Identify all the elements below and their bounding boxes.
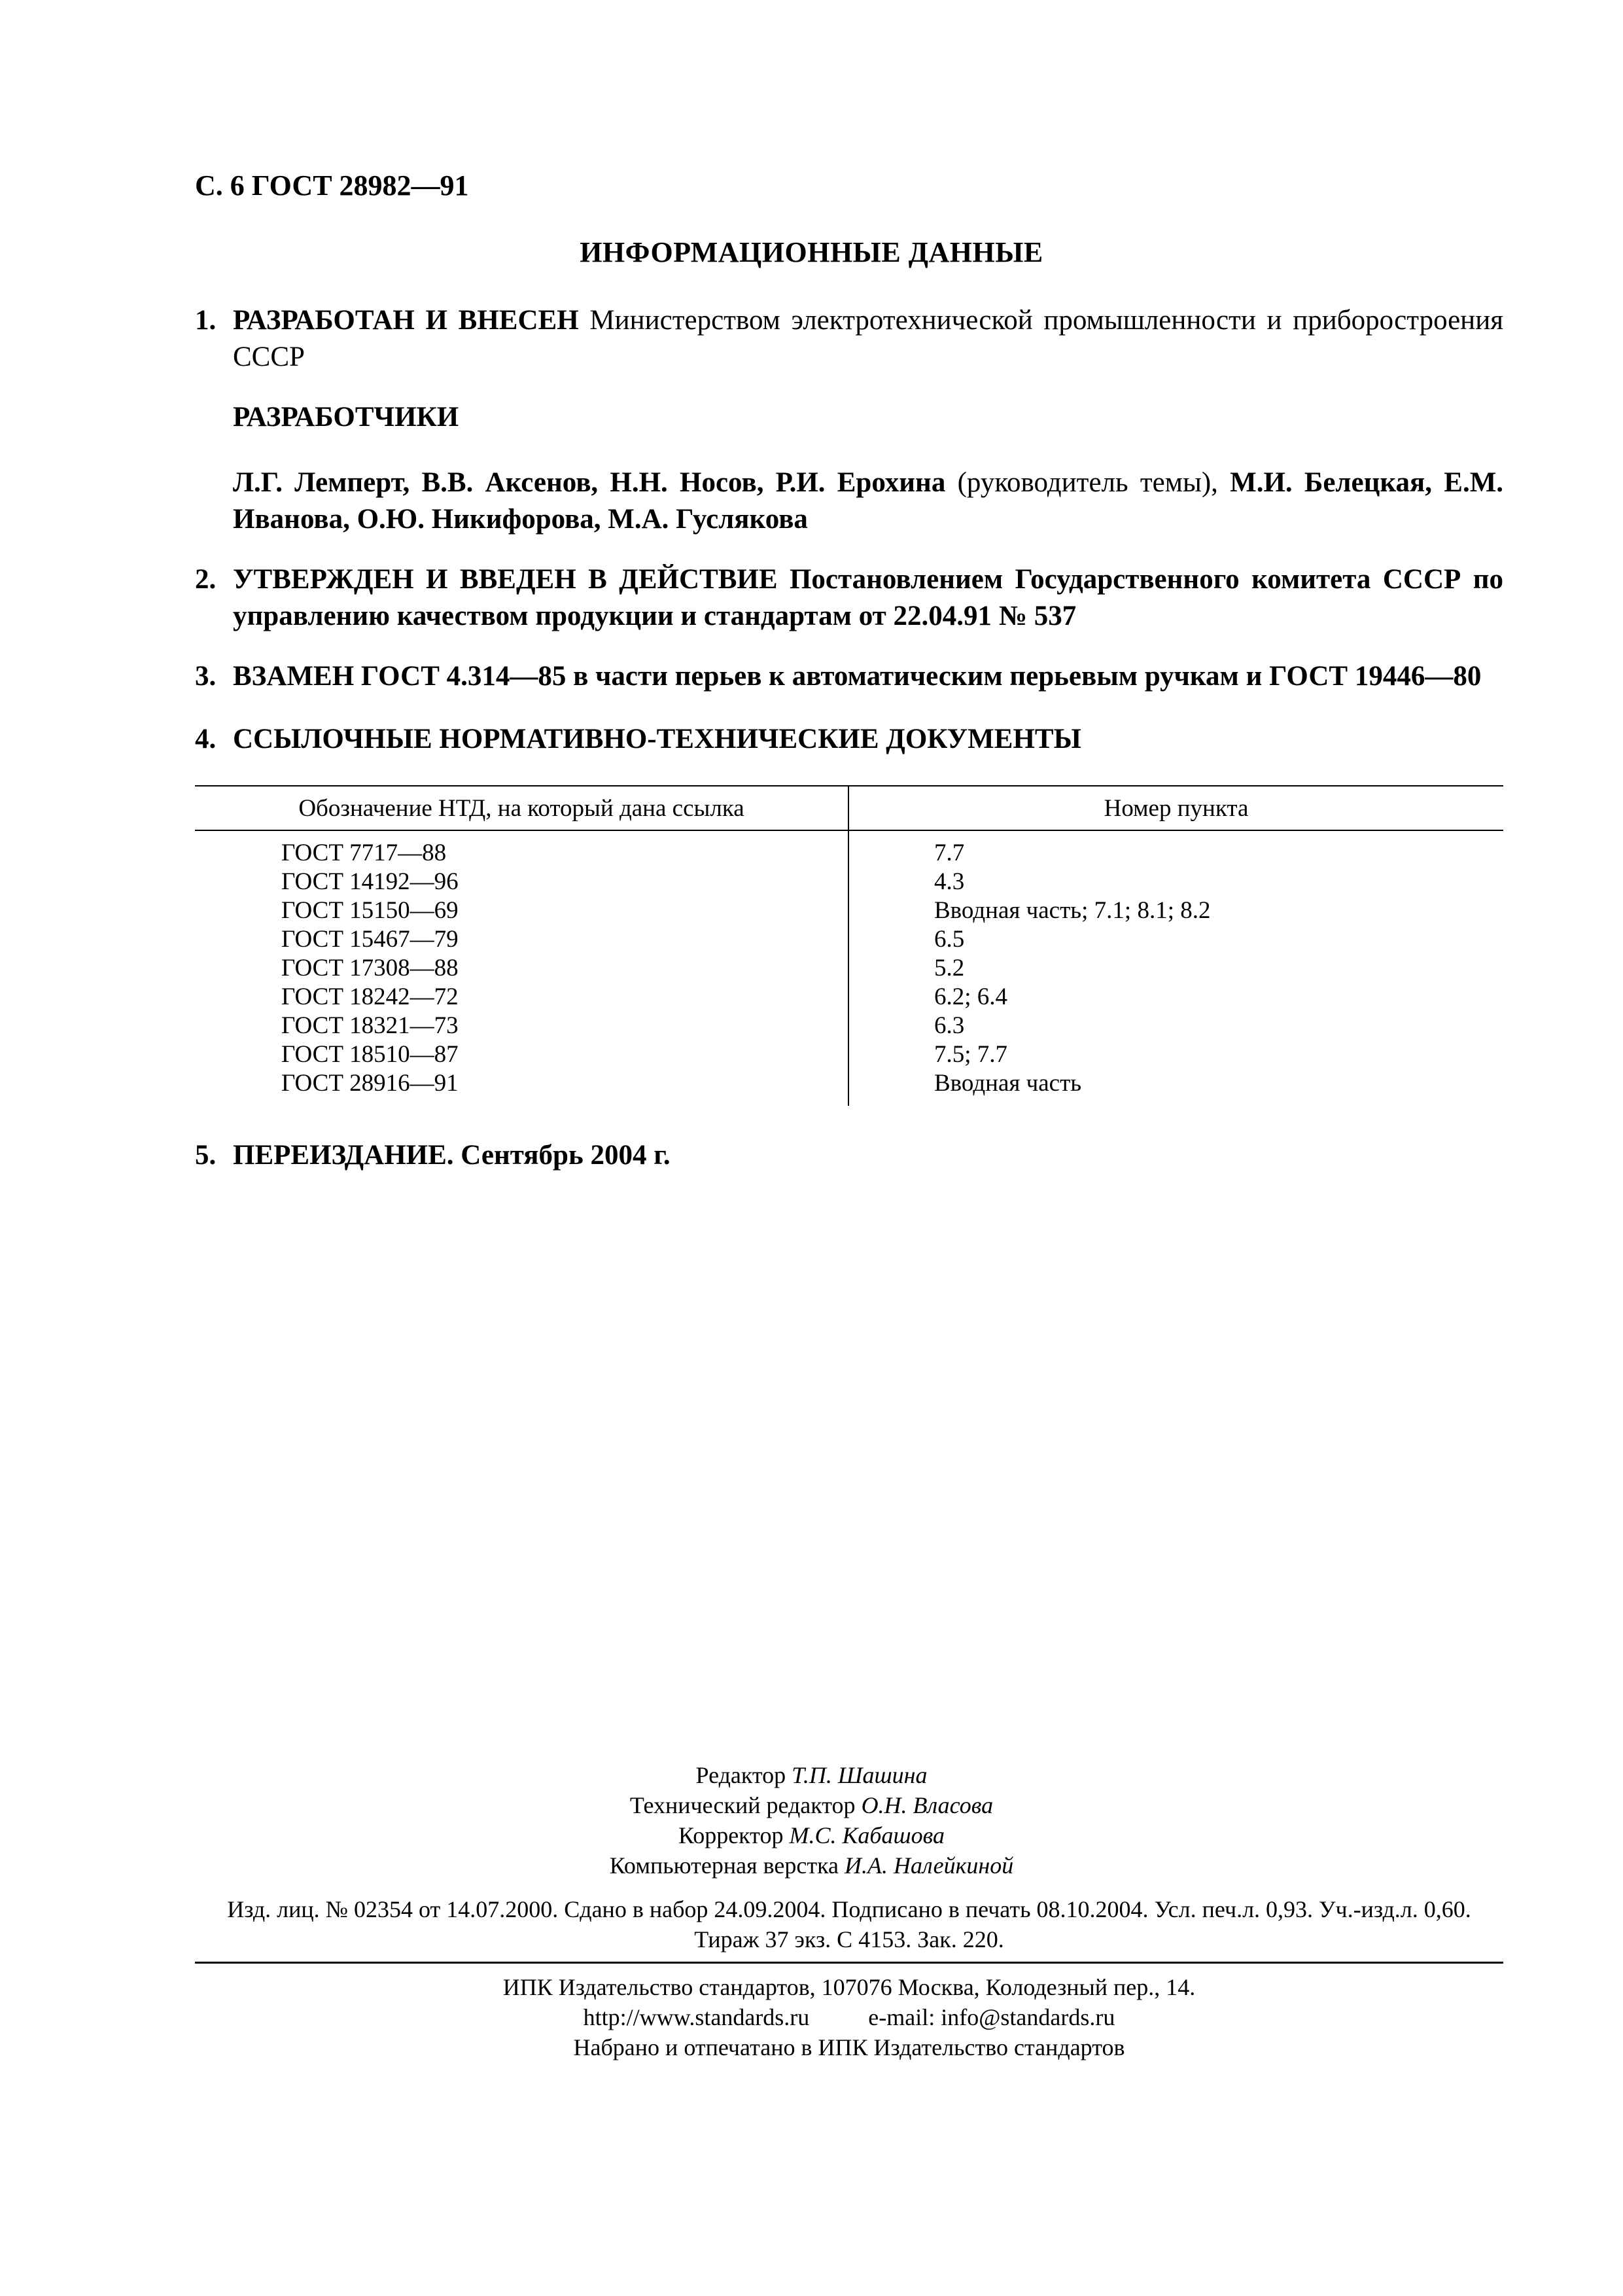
publisher-contacts <box>195 2002 1503 2032</box>
item-text: Министерством электротехнической промышленности и приборостроения СССР <box>233 305 1503 372</box>
table-cell-designation: ГОСТ 18242—72 <box>281 983 459 1010</box>
table-top-rule <box>195 785 1503 786</box>
credit-role: Корректор <box>678 1822 784 1848</box>
table-row <box>195 1040 1503 1069</box>
item-body <box>233 721 1503 758</box>
developers-names-part1: Л.Г. Лемперт, В.В. Аксенов, Н.Н. Носов, Р.И. Ерохина <box>233 467 946 498</box>
table-row <box>195 868 1503 896</box>
item-bold-text: ПЕРЕИЗДАНИЕ. Сентябрь 2004 г. <box>233 1140 671 1171</box>
table-cell-designation: ГОСТ 15150—69 <box>281 897 459 924</box>
table-cell-clause: 7.7 <box>934 839 965 866</box>
credit-person: М.С. Кабашова <box>789 1822 945 1848</box>
table-cell-clause: Вводная часть; 7.1; 8.1; 8.2 <box>934 897 1211 924</box>
table-row <box>195 925 1503 954</box>
table-cell-designation: ГОСТ 7717—88 <box>281 839 447 866</box>
item-number: 1. <box>195 305 217 336</box>
table-cell-designation: ГОСТ 28916—91 <box>281 1070 459 1097</box>
table-cell-clause: 7.5; 7.7 <box>934 1041 1008 1068</box>
item-number: 2. <box>195 564 217 595</box>
item-number: 4. <box>195 724 217 754</box>
table-row <box>195 839 1503 868</box>
print-imprint <box>195 1894 1503 1954</box>
item-body <box>233 561 1503 635</box>
publisher-info <box>195 1972 1503 2062</box>
table-cell-clause: 6.2; 6.4 <box>934 983 1008 1010</box>
credit-person: О.Н. Власова <box>861 1792 994 1818</box>
credit-line <box>0 1850 1623 1881</box>
table-cell-clause: 4.3 <box>934 868 965 895</box>
table-row <box>195 983 1503 1012</box>
table-cell-designation: ГОСТ 14192—96 <box>281 868 459 895</box>
table-header-clause: Номер пункта <box>1104 795 1249 822</box>
table-cell-clause: 6.5 <box>934 926 965 953</box>
developers-names-part2: М.И. Белецкая, Е.М. Иванова, О.Ю. Никифорова, М.А. Гуслякова <box>233 467 1504 535</box>
credit-role: Редактор <box>695 1762 786 1788</box>
item-body <box>233 1137 1503 1174</box>
section-title: ИНФОРМАЦИОННЫЕ ДАННЫЕ <box>580 236 1043 268</box>
item-bold-text: ССЫЛОЧНЫЕ НОРМАТИВНО-ТЕХНИЧЕСКИЕ ДОКУМЕНТЫ <box>233 724 1081 754</box>
item-bold-text: РАЗРАБОТАН И ВНЕСЕН <box>233 305 579 336</box>
credit-role: Компьютерная верстка <box>609 1852 839 1879</box>
credit-person: И.А. Налейкиной <box>845 1852 1014 1879</box>
table-row <box>195 896 1503 925</box>
credit-line <box>0 1790 1623 1820</box>
item-text: Постановлением Государственного комитета СССР по управлению качеством продукции и стандартам от 22.04.91 № 537 <box>233 564 1503 631</box>
credit-line <box>0 1820 1623 1850</box>
table-row <box>195 1069 1503 1098</box>
item-bold-text: ВЗАМЕН ГОСТ 4.314—85 в части перьев к автоматическим перьевым ручкам и ГОСТ 19446—80 <box>233 661 1482 692</box>
footer-rule <box>195 1962 1503 1964</box>
table-header-designation: Обозначение НТД, на который дана ссылка <box>298 795 744 822</box>
publisher-url: http://www.standards.ru <box>583 2004 810 2030</box>
imprint-line-1: Изд. лиц. № 02354 от 14.07.2000. Сдано в набор 24.09.2004. Подписано в печать 08.10.2004. Усл. печ.л. 0,93. Уч.-изд.л. 0,60. <box>227 1896 1471 1922</box>
credit-person: Т.П. Шашина <box>792 1762 928 1788</box>
table-cell-designation: ГОСТ 18321—73 <box>281 1012 459 1039</box>
credit-line <box>0 1760 1623 1790</box>
item-number: 3. <box>195 661 217 692</box>
table-cell-designation: ГОСТ 17308—88 <box>281 955 459 981</box>
table-cell-clause: 5.2 <box>934 955 965 981</box>
table-cell-clause: Вводная часть <box>934 1070 1082 1097</box>
developers-role: (руководитель темы), <box>957 467 1218 498</box>
credit-role: Технический редактор <box>629 1792 856 1818</box>
publisher-email: e-mail: info@standards.ru <box>868 2004 1115 2030</box>
table-cell-clause: 6.3 <box>934 1012 965 1039</box>
item-body <box>233 302 1503 376</box>
publisher-address: ИПК Издательство стандартов, 107076 Москва, Колодезный пер., 14. <box>502 1974 1196 2000</box>
table-row <box>195 1012 1503 1040</box>
publisher-printed-by: Набрано и отпечатано в ИПК Издательство стандартов <box>573 2034 1125 2060</box>
developers-names <box>233 465 1503 538</box>
item-bold-text: УТВЕРЖДЕН И ВВЕДЕН В ДЕЙСТВИЕ <box>233 564 778 595</box>
page-header: С. 6 ГОСТ 28982—91 <box>195 169 469 202</box>
table-body <box>195 839 1503 1098</box>
developers-heading: РАЗРАБОТЧИКИ <box>233 402 459 433</box>
table-header-rule <box>195 830 1503 831</box>
table-cell-designation: ГОСТ 18510—87 <box>281 1041 459 1068</box>
table-cell-designation: ГОСТ 15467—79 <box>281 926 459 953</box>
table-row <box>195 954 1503 983</box>
imprint-line-2: Тираж 37 экз. С 4153. Зак. 220. <box>694 1926 1004 1952</box>
item-body <box>233 658 1503 695</box>
item-number: 5. <box>195 1140 217 1171</box>
editorial-credits <box>0 1760 1623 1881</box>
